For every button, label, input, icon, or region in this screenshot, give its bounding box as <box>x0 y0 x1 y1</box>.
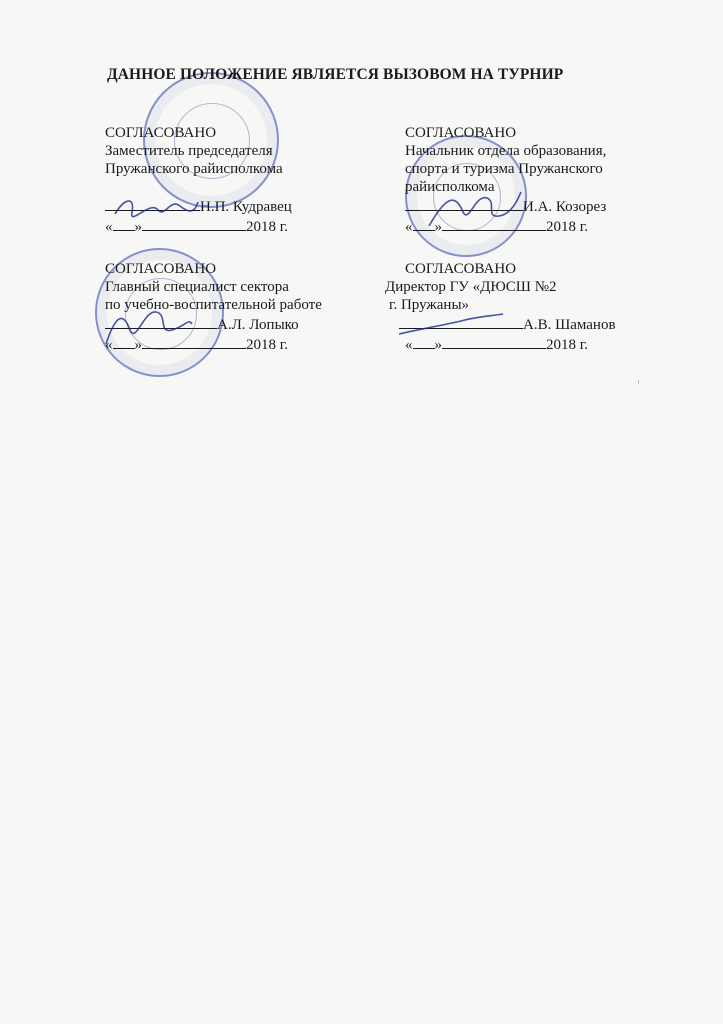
approval-label: СОГЛАСОВАНО <box>105 261 217 277</box>
date-quote-open: « <box>105 219 113 235</box>
date-quote-close: » <box>134 219 142 235</box>
approver-name: Н.П. Кудравец <box>200 199 292 215</box>
handwritten-signature <box>395 310 505 340</box>
approver-position: Главный специалист сектора <box>105 279 289 295</box>
date-year: 2018 г. <box>246 219 288 235</box>
handwritten-signature <box>100 300 195 350</box>
approver-name: А.В. Шаманов <box>523 317 616 333</box>
date-year: 2018 г. <box>546 219 588 235</box>
date-year: 2018 г. <box>246 337 288 353</box>
approver-name: А.Л. Лопыко <box>217 317 299 333</box>
approver-position: спорта и туризма Пружанского <box>405 161 603 177</box>
date-quote-close: » <box>434 337 442 353</box>
approver-position: Начальник отдела образования, <box>405 143 607 159</box>
handwritten-signature <box>425 188 525 230</box>
approver-position: Заместитель председателя <box>105 143 273 159</box>
approver-position: Пружанского райисполкома <box>105 161 283 177</box>
approval-label: СОГЛАСОВАНО <box>105 125 217 141</box>
date-year: 2018 г. <box>546 337 588 353</box>
date-quote-open: « <box>405 337 413 353</box>
date-quote-open: « <box>105 337 113 353</box>
approver-position: г. Пружаны» <box>389 297 470 313</box>
date-quote-close: » <box>434 219 442 235</box>
approval-label: СОГЛАСОВАНО <box>405 261 517 277</box>
approver-position: райисполкома <box>405 179 495 195</box>
approver-name: И.А. Козорез <box>523 199 607 215</box>
approver-position: по учебно-воспитательной работе <box>105 297 322 313</box>
approval-label: СОГЛАСОВАНО <box>405 125 517 141</box>
approver-position: Директор ГУ «ДЮСШ №2 <box>385 279 557 295</box>
handwritten-signature <box>110 192 200 222</box>
date-quote-close: » <box>134 337 142 353</box>
date-quote-open: « <box>405 219 413 235</box>
document-heading: ДАННОЕ ПОЛОЖЕНИЕ ЯВЛЯЕТСЯ ВЫЗОВОМ НА ТУРНИР <box>107 66 564 83</box>
scan-artifact <box>638 380 639 384</box>
